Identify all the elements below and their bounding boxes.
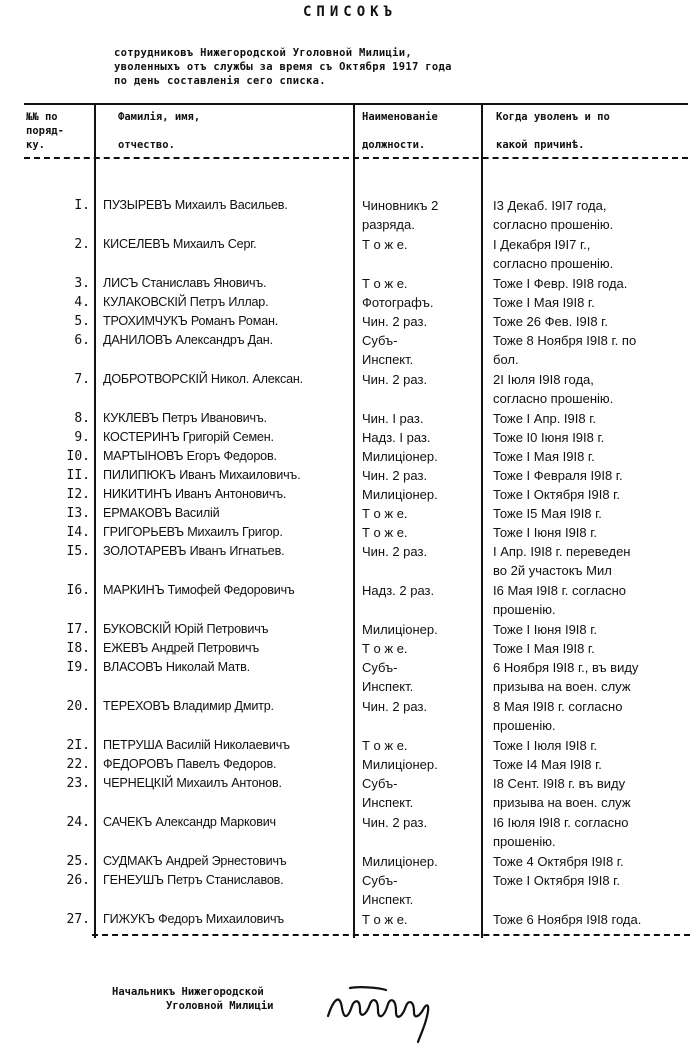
header-name-line: Фамилія, имя, — [118, 111, 201, 123]
row-position — [362, 852, 480, 871]
row-name: МАРКИНЪ Тимофей Федоровичъ — [103, 583, 295, 597]
subtitle-line: уволенныхъ отъ службы за время съ Октября 1917 года — [114, 61, 452, 73]
row-position-line: Инспект. — [362, 352, 414, 367]
row-reason — [493, 736, 693, 755]
row-name: КИСЕЛЕВЪ Михаилъ Серг. — [103, 237, 257, 251]
header-position-line: должности. — [362, 139, 426, 151]
row-position-line: Т о ж е. — [362, 525, 408, 540]
header-number-line: №№ по — [26, 111, 58, 123]
row-number: 7. — [74, 372, 90, 387]
row-number: 26. — [66, 873, 90, 888]
row-position — [362, 910, 480, 929]
row-reason-line: Тоже I Октября I9I8 г. — [493, 487, 620, 502]
row-position-line: Т о ж е. — [362, 738, 408, 753]
row-position — [362, 196, 480, 234]
row-number: 5. — [74, 314, 90, 329]
header-name-line: отчество. — [118, 139, 175, 151]
row-position — [362, 774, 480, 812]
row-reason — [493, 620, 693, 639]
row-number: 6. — [74, 333, 90, 348]
row-reason-line: Тоже I Октября I9I8 г. — [493, 873, 620, 888]
column-divider — [481, 103, 483, 938]
row-name: ГРИГОРЬЕВЪ Михаилъ Григор. — [103, 525, 283, 539]
row-reason-line: I Декабря I9I7 г., — [493, 237, 591, 252]
row-reason — [493, 755, 693, 774]
row-reason — [493, 581, 693, 619]
row-position — [362, 274, 480, 293]
row-reason-line: Тоже I5 Мая I9I8 г. — [493, 506, 602, 521]
table-header-rule — [24, 157, 688, 159]
row-number: 22. — [66, 757, 90, 772]
row-reason-line: Тоже I Мая I9I8 г. — [493, 295, 595, 310]
row-reason-line: призыва на воен. служ — [493, 795, 631, 810]
header-position — [362, 110, 480, 152]
row-reason — [493, 293, 693, 312]
row-number: I5. — [66, 544, 90, 559]
row-name: ДАНИЛОВЪ Александръ Дан. — [103, 333, 273, 347]
row-reason — [493, 697, 693, 735]
row-reason — [493, 658, 693, 696]
row-reason — [493, 196, 693, 234]
row-reason-line: Тоже I0 Іюня I9I8 г. — [493, 430, 605, 445]
row-number: 23. — [66, 776, 90, 791]
row-name: ЗОЛОТАРЕВЪ Иванъ Игнатьев. — [103, 544, 285, 558]
row-reason-line: Тоже 26 Фев. I9I8 г. — [493, 314, 608, 329]
row-position — [362, 504, 480, 523]
column-divider — [353, 103, 355, 938]
row-reason-line: I3 Декаб. I9I7 года, — [493, 198, 607, 213]
signature-title-line: Начальникъ Нижегородской — [112, 986, 264, 998]
row-position — [362, 485, 480, 504]
row-position-line: Фотографъ. — [362, 295, 434, 310]
header-reason-line: Когда уволенъ и по — [496, 111, 610, 123]
document-subtitle — [114, 46, 689, 88]
row-position-line: Т о ж е. — [362, 237, 408, 252]
row-position-line: Милиціонер. — [362, 622, 438, 637]
row-name: ЧЕРНЕЦКІЙ Михаилъ Антонов. — [103, 776, 282, 790]
row-reason-line: согласно прошенію. — [493, 256, 614, 271]
row-reason-line: согласно прошенію. — [493, 391, 614, 406]
row-position-line: Надз. 2 раз. — [362, 583, 435, 598]
row-name: ДОБРОТВОРСКІЙ Никол. Алексан. — [103, 372, 303, 386]
row-number: 4. — [74, 295, 90, 310]
row-name: ПУЗЫРЕВЪ Михаилъ Васильев. — [103, 198, 288, 212]
row-name: НИКИТИНЪ Иванъ Антоновичъ. — [103, 487, 287, 501]
row-reason-line: прошенію. — [493, 834, 556, 849]
row-reason-line: Тоже I Мая I9I8 г. — [493, 641, 595, 656]
row-reason-line: 2I Іюля I9I8 года, — [493, 372, 594, 387]
row-position — [362, 542, 480, 561]
header-position-line: Наименованіе — [362, 111, 438, 123]
row-position-line: Милиціонер. — [362, 487, 438, 502]
row-name: КОСТЕРИНЪ Григорій Семен. — [103, 430, 274, 444]
row-position-line: Чин. 2 раз. — [362, 544, 428, 559]
row-number: II. — [66, 468, 90, 483]
row-reason — [493, 852, 693, 871]
row-position-line: Инспект. — [362, 795, 414, 810]
row-position — [362, 409, 480, 428]
row-reason — [493, 910, 693, 929]
row-position-line: Чин. 2 раз. — [362, 699, 428, 714]
row-reason — [493, 485, 693, 504]
row-reason — [493, 542, 693, 580]
row-reason — [493, 466, 693, 485]
row-reason-line: Тоже I Апр. I9I8 г. — [493, 411, 596, 426]
row-position-line: Милиціонер. — [362, 757, 438, 772]
row-reason-line: Тоже 8 Ноября I9I8 г. по — [493, 333, 637, 348]
row-number: I. — [74, 198, 90, 213]
row-reason — [493, 331, 693, 369]
header-reason-line: какой причинѣ. — [496, 139, 585, 151]
header-number — [26, 110, 92, 152]
row-name: ЕЖЕВЪ Андрей Петровичъ — [103, 641, 260, 655]
row-reason-line: бол. — [493, 352, 519, 367]
row-position-line: Милиціонер. — [362, 854, 438, 869]
row-position — [362, 639, 480, 658]
row-position-line: Чин. 2 раз. — [362, 314, 428, 329]
row-reason-line: во 2й участокъ Мил — [493, 563, 612, 578]
row-position-line: Субъ- — [362, 660, 398, 675]
header-reason — [496, 110, 686, 152]
row-reason-line: прошенію. — [493, 602, 556, 617]
row-number: 3. — [74, 276, 90, 291]
row-position — [362, 581, 480, 600]
row-position — [362, 813, 480, 832]
row-reason-line: Тоже I Іюня I9I8 г. — [493, 622, 598, 637]
row-reason — [493, 447, 693, 466]
row-number: I4. — [66, 525, 90, 540]
row-position — [362, 620, 480, 639]
row-position — [362, 523, 480, 542]
row-name: МАРТЫНОВЪ Егоръ Федоров. — [103, 449, 277, 463]
row-reason — [493, 428, 693, 447]
row-reason-line: Тоже I Февраля I9I8 г. — [493, 468, 623, 483]
row-position — [362, 370, 480, 389]
row-position — [362, 312, 480, 331]
row-position-line: Субъ- — [362, 776, 398, 791]
row-position-line: Надз. I раз. — [362, 430, 431, 445]
row-reason — [493, 523, 693, 542]
header-number-line: поряд- — [26, 125, 64, 137]
row-reason — [493, 813, 693, 851]
row-reason — [493, 409, 693, 428]
row-name: ГИЖУКЪ Федоръ Михаиловичъ — [103, 912, 284, 926]
row-reason-line: 8 Мая I9I8 г. согласно — [493, 699, 623, 714]
row-reason-line: Тоже 6 Ноября I9I8 года. — [493, 912, 642, 927]
row-name: СУДМАКЪ Андрей Эрнестовичъ — [103, 854, 287, 868]
row-name: ЕРМАКОВЪ Василій — [103, 506, 220, 520]
header-name — [118, 110, 348, 152]
document-title: СПИСОКЪ — [302, 4, 397, 20]
row-position-line: Т о ж е. — [362, 641, 408, 656]
row-number: 24. — [66, 815, 90, 830]
row-reason — [493, 370, 693, 408]
row-number: I9. — [66, 660, 90, 675]
row-reason — [493, 774, 693, 812]
row-name: ТЕРЕХОВЪ Владимир Дмитр. — [103, 699, 274, 713]
row-reason-line: Тоже I4 Мая I9I8 г. — [493, 757, 602, 772]
row-reason-line: согласно прошенію. — [493, 217, 614, 232]
row-position-line: Субъ- — [362, 873, 398, 888]
row-name: ПИЛИПЮКЪ Иванъ Михаиловичъ. — [103, 468, 301, 482]
row-number: 27. — [66, 912, 90, 927]
row-name: ТРОХИМЧУКЪ Романъ Роман. — [103, 314, 279, 328]
row-reason — [493, 274, 693, 293]
row-position — [362, 736, 480, 755]
row-name: САЧЕКЪ Александр Маркович — [103, 815, 276, 829]
signature-title-line: Уголовной Милиціи — [166, 1000, 274, 1012]
row-position — [362, 428, 480, 447]
row-number: I6. — [66, 583, 90, 598]
row-name: КУКЛЕВЪ Петръ Ивановичъ. — [103, 411, 267, 425]
subtitle-line: по день составленія сего списка. — [114, 75, 326, 87]
row-position-line: разряда. — [362, 217, 415, 232]
row-number: I3. — [66, 506, 90, 521]
row-number: 9. — [74, 430, 90, 445]
row-reason-line: Тоже I Іюля I9I8 г. — [493, 738, 598, 753]
row-reason — [493, 871, 693, 890]
row-name: ФЕДОРОВЪ Павелъ Федоров. — [103, 757, 277, 771]
row-position-line: Инспект. — [362, 679, 414, 694]
row-position — [362, 235, 480, 254]
row-position-line: Чиновникъ 2 — [362, 198, 439, 213]
table-top-rule — [24, 103, 688, 105]
row-reason-line: I6 Іюля I9I8 г. согласно — [493, 815, 629, 830]
row-position — [362, 331, 480, 369]
row-position — [362, 871, 480, 909]
row-number: 2I. — [66, 738, 90, 753]
row-reason-line: Тоже I Іюня I9I8 г. — [493, 525, 598, 540]
row-position-line: Милиціонер. — [362, 449, 438, 464]
row-number: 8. — [74, 411, 90, 426]
row-reason — [493, 235, 693, 273]
row-position — [362, 755, 480, 774]
handwritten-signature — [320, 968, 450, 1048]
row-name: КУЛАКОВСКІЙ Петръ Иллар. — [103, 295, 269, 309]
row-position — [362, 658, 480, 696]
row-name: ЛИСЪ Станиславъ Яновичъ. — [103, 276, 267, 290]
row-position-line: Субъ- — [362, 333, 398, 348]
row-position-line: Т о ж е. — [362, 276, 408, 291]
row-reason — [493, 504, 693, 523]
row-reason-line: Тоже 4 Октября I9I8 г. — [493, 854, 624, 869]
row-reason — [493, 312, 693, 331]
row-name: БУКОВСКІЙ Юрій Петровичъ — [103, 622, 269, 636]
row-position-line: Чин. I раз. — [362, 411, 424, 426]
row-position-line: Чин. 2 раз. — [362, 815, 428, 830]
row-position — [362, 466, 480, 485]
row-name: ПЕТРУША Василій Николаевичъ — [103, 738, 290, 752]
row-reason — [493, 639, 693, 658]
row-position-line: Чин. 2 раз. — [362, 372, 428, 387]
row-position-line: Чин. 2 раз. — [362, 468, 428, 483]
row-reason-line: прошенію. — [493, 718, 556, 733]
row-name: ГЕНЕУШЪ Петръ Станиславов. — [103, 873, 284, 887]
row-reason-line: Тоже I Февр. I9I8 года. — [493, 276, 628, 291]
table-bottom-rule — [92, 934, 690, 936]
row-number: 2. — [74, 237, 90, 252]
row-position-line: Т о ж е. — [362, 912, 408, 927]
row-number: I7. — [66, 622, 90, 637]
row-number: I2. — [66, 487, 90, 502]
row-position — [362, 697, 480, 716]
row-reason-line: I8 Сент. I9I8 г. въ виду — [493, 776, 626, 791]
header-number-line: ку. — [26, 139, 45, 151]
row-reason-line: Тоже I Мая I9I8 г. — [493, 449, 595, 464]
row-number: I8. — [66, 641, 90, 656]
row-reason-line: I6 Мая I9I8 г. согласно — [493, 583, 627, 598]
row-position — [362, 293, 480, 312]
signature-block — [112, 985, 273, 1013]
subtitle-line: сотрудниковъ Нижегородской Уголовной Милиціи, — [114, 47, 412, 59]
row-reason-line: 6 Ноября I9I8 г., въ виду — [493, 660, 639, 675]
row-position-line: Инспект. — [362, 892, 414, 907]
column-divider — [94, 103, 96, 938]
row-reason-line: призыва на воен. служ — [493, 679, 631, 694]
row-position — [362, 447, 480, 466]
row-position-line: Т о ж е. — [362, 506, 408, 521]
row-number: 25. — [66, 854, 90, 869]
row-number: I0. — [66, 449, 90, 464]
row-reason-line: I Апр. I9I8 г. переведен — [493, 544, 631, 559]
row-number: 20. — [66, 699, 90, 714]
row-name: ВЛАСОВЪ Николай Матв. — [103, 660, 250, 674]
